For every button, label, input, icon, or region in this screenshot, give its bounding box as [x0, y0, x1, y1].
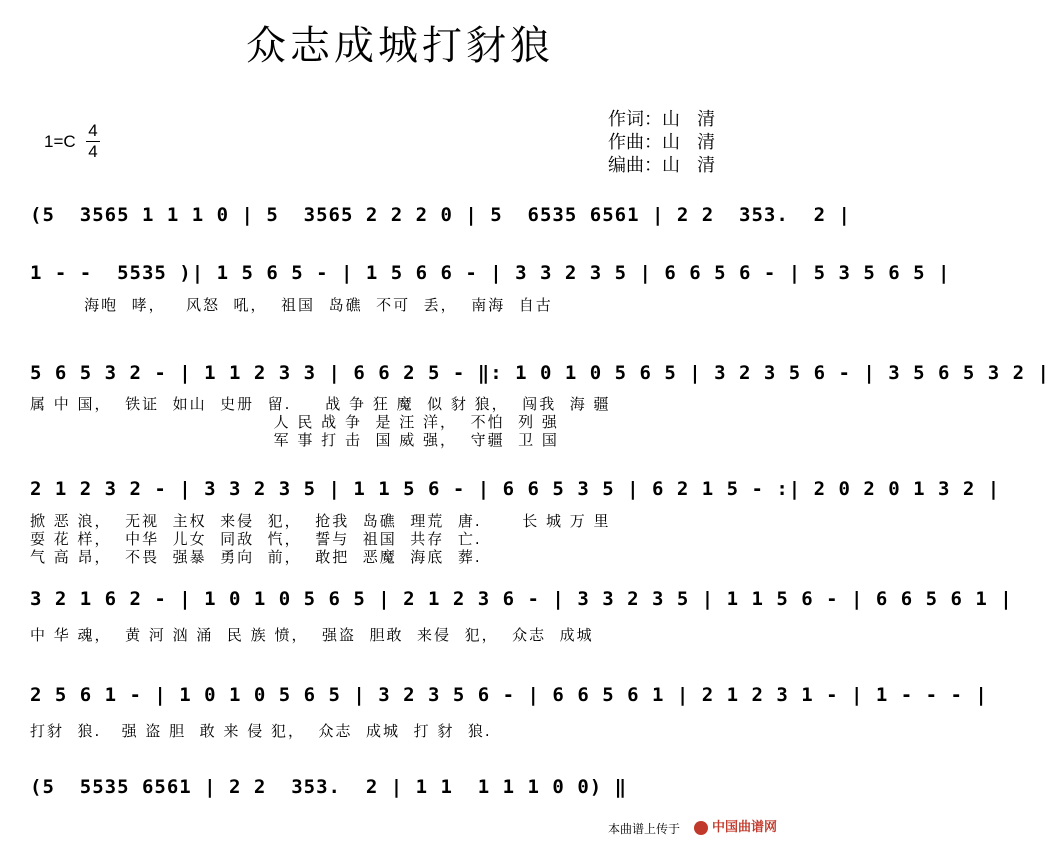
- lyric-line-3-verse-1: 属 中 国， 铁证 如山 史册 留. 战 争 狂 魔 似 豺 狼， 闯我 海 疆: [30, 395, 611, 413]
- lyric-line-4-verse-1: 掀 恶 浪， 无视 主权 来侵 犯， 抢我 岛礁 理荒 唐. 长 城 万 里: [30, 512, 611, 530]
- lyric-line-6-verse-1: 打豺 狼. 强 盗 胆 敢 来 侵 犯， 众志 成城 打 豺 狼.: [30, 722, 492, 740]
- time-signature: [86, 122, 100, 161]
- credits: [608, 108, 715, 177]
- site-name: 中国曲谱网: [712, 820, 778, 835]
- lyric-line-4-verse-3: 气 高 昂， 不畏 强暴 勇向 前， 敢把 恶魔 海底 葬.: [30, 548, 482, 566]
- credit-lyricist: 作词：山 清: [608, 109, 716, 130]
- lyric-line-3-verse-3: 军 事 打 击 国 威 强， 守疆 卫 国: [30, 431, 559, 449]
- site-logo[interactable]: [694, 816, 777, 835]
- song-title: 众志成城打豺狼: [246, 23, 554, 69]
- lyric-line-3-verse-2: 人 民 战 争 是 汪 洋， 不怕 列 强: [30, 413, 559, 431]
- staff-line-1: (5 3565 1 1 1 0 | 5 3565 2 2 2 0 | 5 6535 6561 | 2 2 353. 2 |: [30, 204, 851, 226]
- lyric-line-4-verse-2: 耍 花 样， 中华 儿女 同敌 忾， 誓与 祖国 共存 亡.: [30, 530, 482, 548]
- time-signature-top: 4: [88, 121, 98, 140]
- staff-line-7: (5 5535 6561 | 2 2 353. 2 | 1 1 1 1 1 0 0) ‖: [30, 776, 628, 798]
- staff-line-2: 1 - - 5535 )| 1 5 6 5 - | 1 5 6 6 - | 3 3 2 3 5 | 6 6 5 6 - | 5 3 5 6 5 |: [30, 262, 951, 284]
- site-logo-icon: [694, 821, 708, 835]
- staff-line-6: 2 5 6 1 - | 1 0 1 0 5 6 5 | 3 2 3 5 6 - | 6 6 5 6 1 | 2 1 2 3 1 - | 1 - - - |: [30, 684, 988, 706]
- staff-line-4: 2 1 2 3 2 - | 3 3 2 3 5 | 1 1 5 6 - | 6 6 5 3 5 | 6 2 1 5 - :| 2 0 2 0 1 3 2 |: [30, 478, 1001, 500]
- credit-arranger: 编曲：山 清: [608, 155, 716, 176]
- lyric-line-2-verse-1: 海咆 哮， 风怒 吼， 祖国 岛礁 不可 丢， 南海 自古: [30, 296, 553, 314]
- staff-line-5: 3 2 1 6 2 - | 1 0 1 0 5 6 5 | 2 1 2 3 6 - | 3 3 2 3 5 | 1 1 5 6 - | 6 6 5 6 1 |: [30, 588, 1013, 610]
- credit-composer: 作曲：山 清: [608, 132, 716, 153]
- upload-notice: 本曲谱上传于: [608, 822, 681, 836]
- time-signature-bottom: 4: [88, 142, 98, 161]
- key-signature: 1=C: [44, 132, 76, 151]
- staff-line-3: 5 6 5 3 2 - | 1 1 2 3 3 | 6 6 2 5 - ‖: 1 0 1 0 5 6 5 | 3 2 3 5 6 - | 3 5 6 5 3 2 |: [30, 362, 1050, 384]
- lyric-line-5-verse-1: 中 华 魂， 黄 河 汹 涌 民 族 愤， 强盗 胆敢 来侵 犯， 众志 成城: [30, 626, 594, 644]
